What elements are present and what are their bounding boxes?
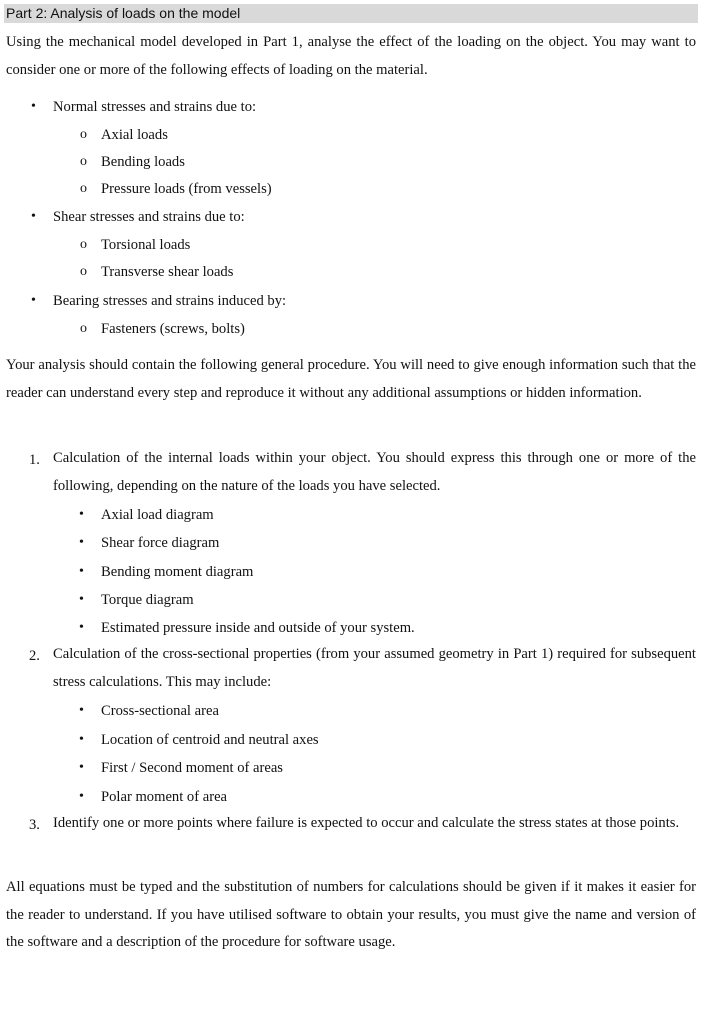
sub-item: Bending loads	[101, 154, 185, 170]
section-heading: Part 2: Analysis of loads on the model	[6, 5, 241, 21]
bullet-marker: •	[79, 703, 84, 718]
bullet-marker: •	[79, 564, 84, 579]
sub-bullet-marker: o	[80, 154, 87, 169]
step-number: 1.	[29, 452, 40, 468]
sub-item: Axial loads	[101, 127, 168, 143]
sub-item: Cross-sectional area	[101, 703, 219, 719]
sub-item: Bending moment diagram	[101, 564, 254, 580]
sub-item: Fasteners (screws, bolts)	[101, 321, 245, 337]
procedure-intro-paragraph: Your analysis should contain the following general procedure. You will need to give enough information such that the reader can understand every step and reproduce it without any additional assumptions or hidden information.	[6, 357, 696, 401]
bullet-marker: •	[79, 620, 84, 635]
sub-bullet-marker: o	[80, 321, 87, 336]
sub-item: First / Second moment of areas	[101, 760, 283, 776]
sub-item: Polar moment of area	[101, 789, 228, 805]
effect-label: Bearing stresses and strains induced by:	[53, 293, 287, 309]
bullet-marker: •	[79, 507, 84, 522]
sub-item: Estimated pressure inside and outside of your system.	[101, 620, 415, 636]
sub-item: Transverse shear loads	[101, 264, 234, 280]
sub-item: Torque diagram	[101, 592, 194, 608]
sub-bullet-marker: o	[80, 181, 87, 196]
sub-bullet-marker: o	[80, 237, 87, 252]
sub-item: Axial load diagram	[101, 507, 214, 523]
step-text: Calculation of the cross-sectional properties (from your assumed geometry in Part 1) required for subsequent stress calculations. This may include:	[53, 646, 696, 690]
sub-item: Location of centroid and neutral axes	[101, 732, 319, 748]
step-text: Calculation of the internal loads within your object. You should express this through one or more of the following, depending on the nature of the loads you have selected.	[53, 450, 696, 494]
sub-item: Pressure loads (from vessels)	[101, 181, 272, 197]
sub-bullet-marker: o	[80, 264, 87, 279]
bullet-marker: •	[79, 732, 84, 747]
bullet-marker: •	[79, 789, 84, 804]
step-number: 3.	[29, 817, 40, 833]
bullet-marker: •	[31, 293, 36, 308]
bullet-marker: •	[79, 592, 84, 607]
closing-paragraph: All equations must be typed and the substitution of numbers for calculations should be given if it makes it easier for the reader to understand. If you have utilised software to obtain your results, you must give the name and version of the software and a description of the procedure for software usage.	[6, 879, 696, 950]
sub-item: Shear force diagram	[101, 535, 220, 551]
effect-label: Shear stresses and strains due to:	[53, 209, 245, 225]
sub-bullet-marker: o	[80, 127, 87, 142]
bullet-marker: •	[31, 99, 36, 114]
bullet-marker: •	[79, 760, 84, 775]
effect-label: Normal stresses and strains due to:	[53, 99, 257, 115]
sub-item: Torsional loads	[101, 237, 191, 253]
step-number: 2.	[29, 648, 40, 664]
bullet-marker: •	[79, 535, 84, 550]
bullet-marker: •	[31, 209, 36, 224]
step-text: Identify one or more points where failure is expected to occur and calculate the stress states at those points.	[53, 815, 680, 831]
intro-paragraph: Using the mechanical model developed in Part 1, analyse the effect of the loading on the object. You may want to consider one or more of the following effects of loading on the material.	[6, 34, 696, 78]
